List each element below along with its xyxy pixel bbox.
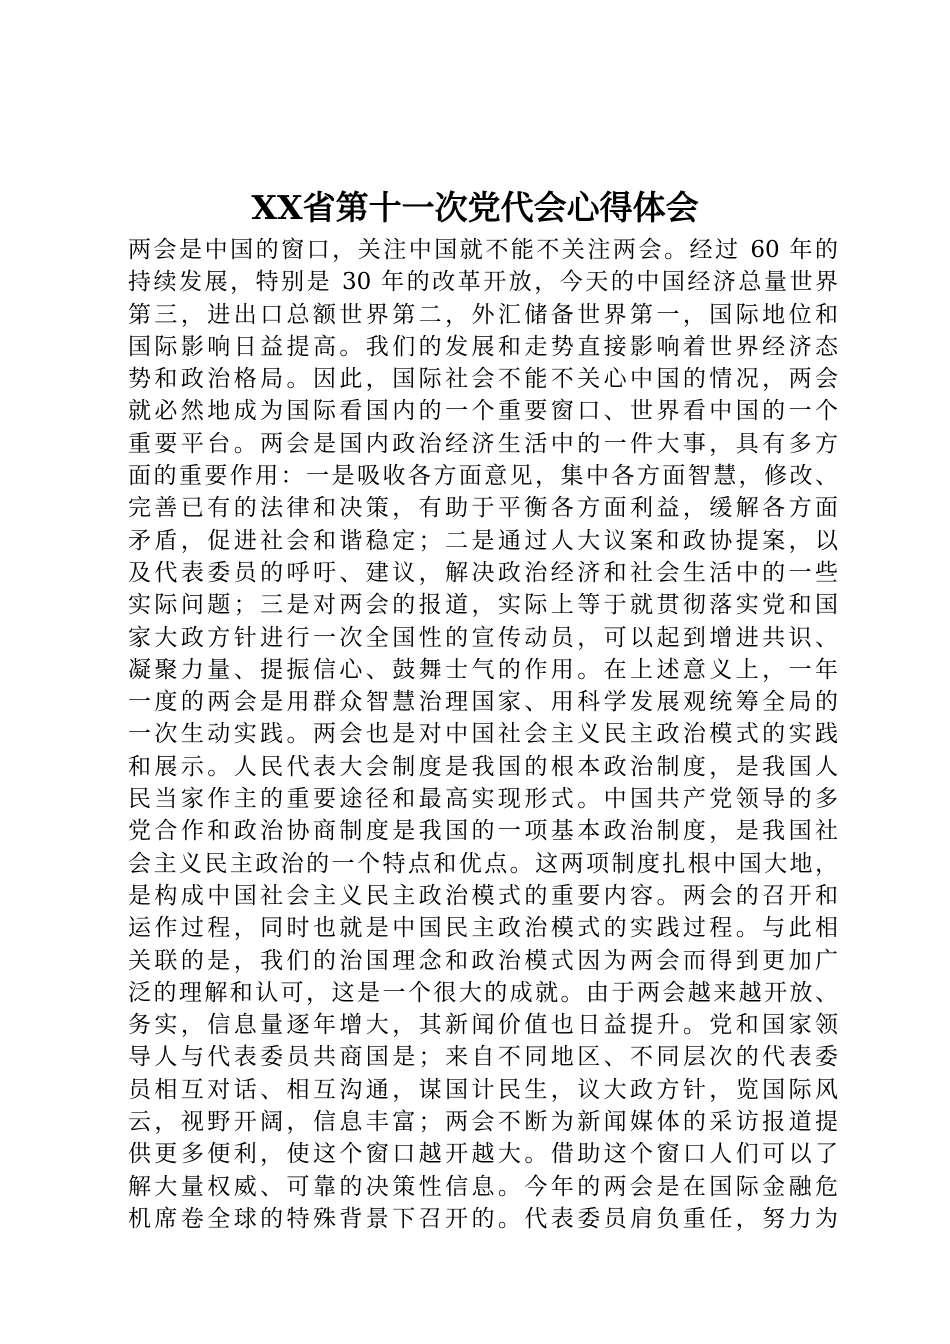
body-line: 凝聚力量、提振信心、鼓舞士气的作用。在上述意义上，一年	[128, 656, 838, 683]
body-line: 党合作和政治协商制度是我国的一项基本政治制度，是我国社	[128, 818, 838, 845]
body-line: 务实，信息量逐年增大，其新闻价值也日益提升。党和国家领	[128, 1012, 838, 1039]
body-line: 重要平台。两会是国内政治经济生活中的一件大事，具有多方	[128, 430, 838, 457]
body-line: 完善已有的法律和决策，有助于平衡各方面利益，缓解各方面	[128, 495, 838, 522]
body-line: 运作过程，同时也就是中国民主政治模式的实践过程。与此相	[128, 915, 838, 942]
body-line: 和展示。人民代表大会制度是我国的根本政治制度，是我国人	[128, 753, 838, 780]
body-line: 国际影响日益提高。我们的发展和走势直接影响着世界经济态	[128, 333, 838, 360]
body-line: 就必然地成为国际看国内的一个重要窗口、世界看中国的一个	[128, 398, 838, 425]
body-line: 导人与代表委员共商国是；来自不同地区、不同层次的代表委	[128, 1044, 838, 1071]
body-line: 供更多便利，使这个窗口越开越大。借助这个窗口人们可以了	[128, 1141, 838, 1168]
body-line: 家大政方针进行一次全国性的宣传动员，可以起到增进共识、	[128, 624, 838, 651]
body-line: 一度的两会是用群众智慧治理国家、用科学发展观统筹全局的	[128, 689, 838, 716]
body-line: 云，视野开阔，信息丰富；两会不断为新闻媒体的采访报道提	[128, 1109, 838, 1136]
body-line: 势和政治格局。因此，国际社会不能不关心中国的情况，两会	[128, 366, 838, 393]
body-line: 是构成中国社会主义民主政治模式的重要内容。两会的召开和	[128, 882, 838, 909]
body-line: 矛盾，促进社会和谐稳定；二是通过人大议案和政协提案，以	[128, 527, 838, 554]
document-body	[128, 234, 838, 1235]
body-line: 实际问题；三是对两会的报道，实际上等于就贯彻落实党和国	[128, 592, 838, 619]
body-line: 员相互对话、相互沟通，谋国计民生，议大政方针，览国际风	[128, 1076, 838, 1103]
body-line: 两会是中国的窗口，关注中国就不能不关注两会。经过 60 年的	[128, 237, 838, 263]
document-title: XX省第十一次党代会心得体会	[251, 188, 699, 227]
body-line: 泛的理解和认可，这是一个很大的成就。由于两会越来越开放、	[128, 979, 838, 1006]
body-line: 第三，进出口总额世界第二，外汇储备世界第一，国际地位和	[128, 301, 838, 328]
body-line: 持续发展，特别是 30 年的改革开放，今天的中国经济总量世界	[128, 269, 838, 296]
body-line: 会主义民主政治的一个特点和优点。这两项制度扎根中国大地，	[128, 850, 838, 877]
body-line: 机席卷全球的特殊背景下召开的。代表委员肩负重任，努力为	[128, 1205, 838, 1232]
body-line: 民当家作主的重要途径和最高实现形式。中国共产党领导的多	[128, 786, 838, 813]
body-line: 解大量权威、可靠的决策性信息。今年的两会是在国际金融危	[128, 1173, 838, 1200]
body-line: 面的重要作用：一是吸收各方面意见，集中各方面智慧，修改、	[128, 463, 838, 490]
body-line: 关联的是，我们的治国理念和政治模式因为两会而得到更加广	[128, 947, 838, 974]
body-line: 及代表委员的呼吁、建议，解决政治经济和社会生活中的一些	[128, 559, 838, 586]
body-line: 一次生动实践。两会也是对中国社会主义民主政治模式的实践	[128, 721, 838, 748]
